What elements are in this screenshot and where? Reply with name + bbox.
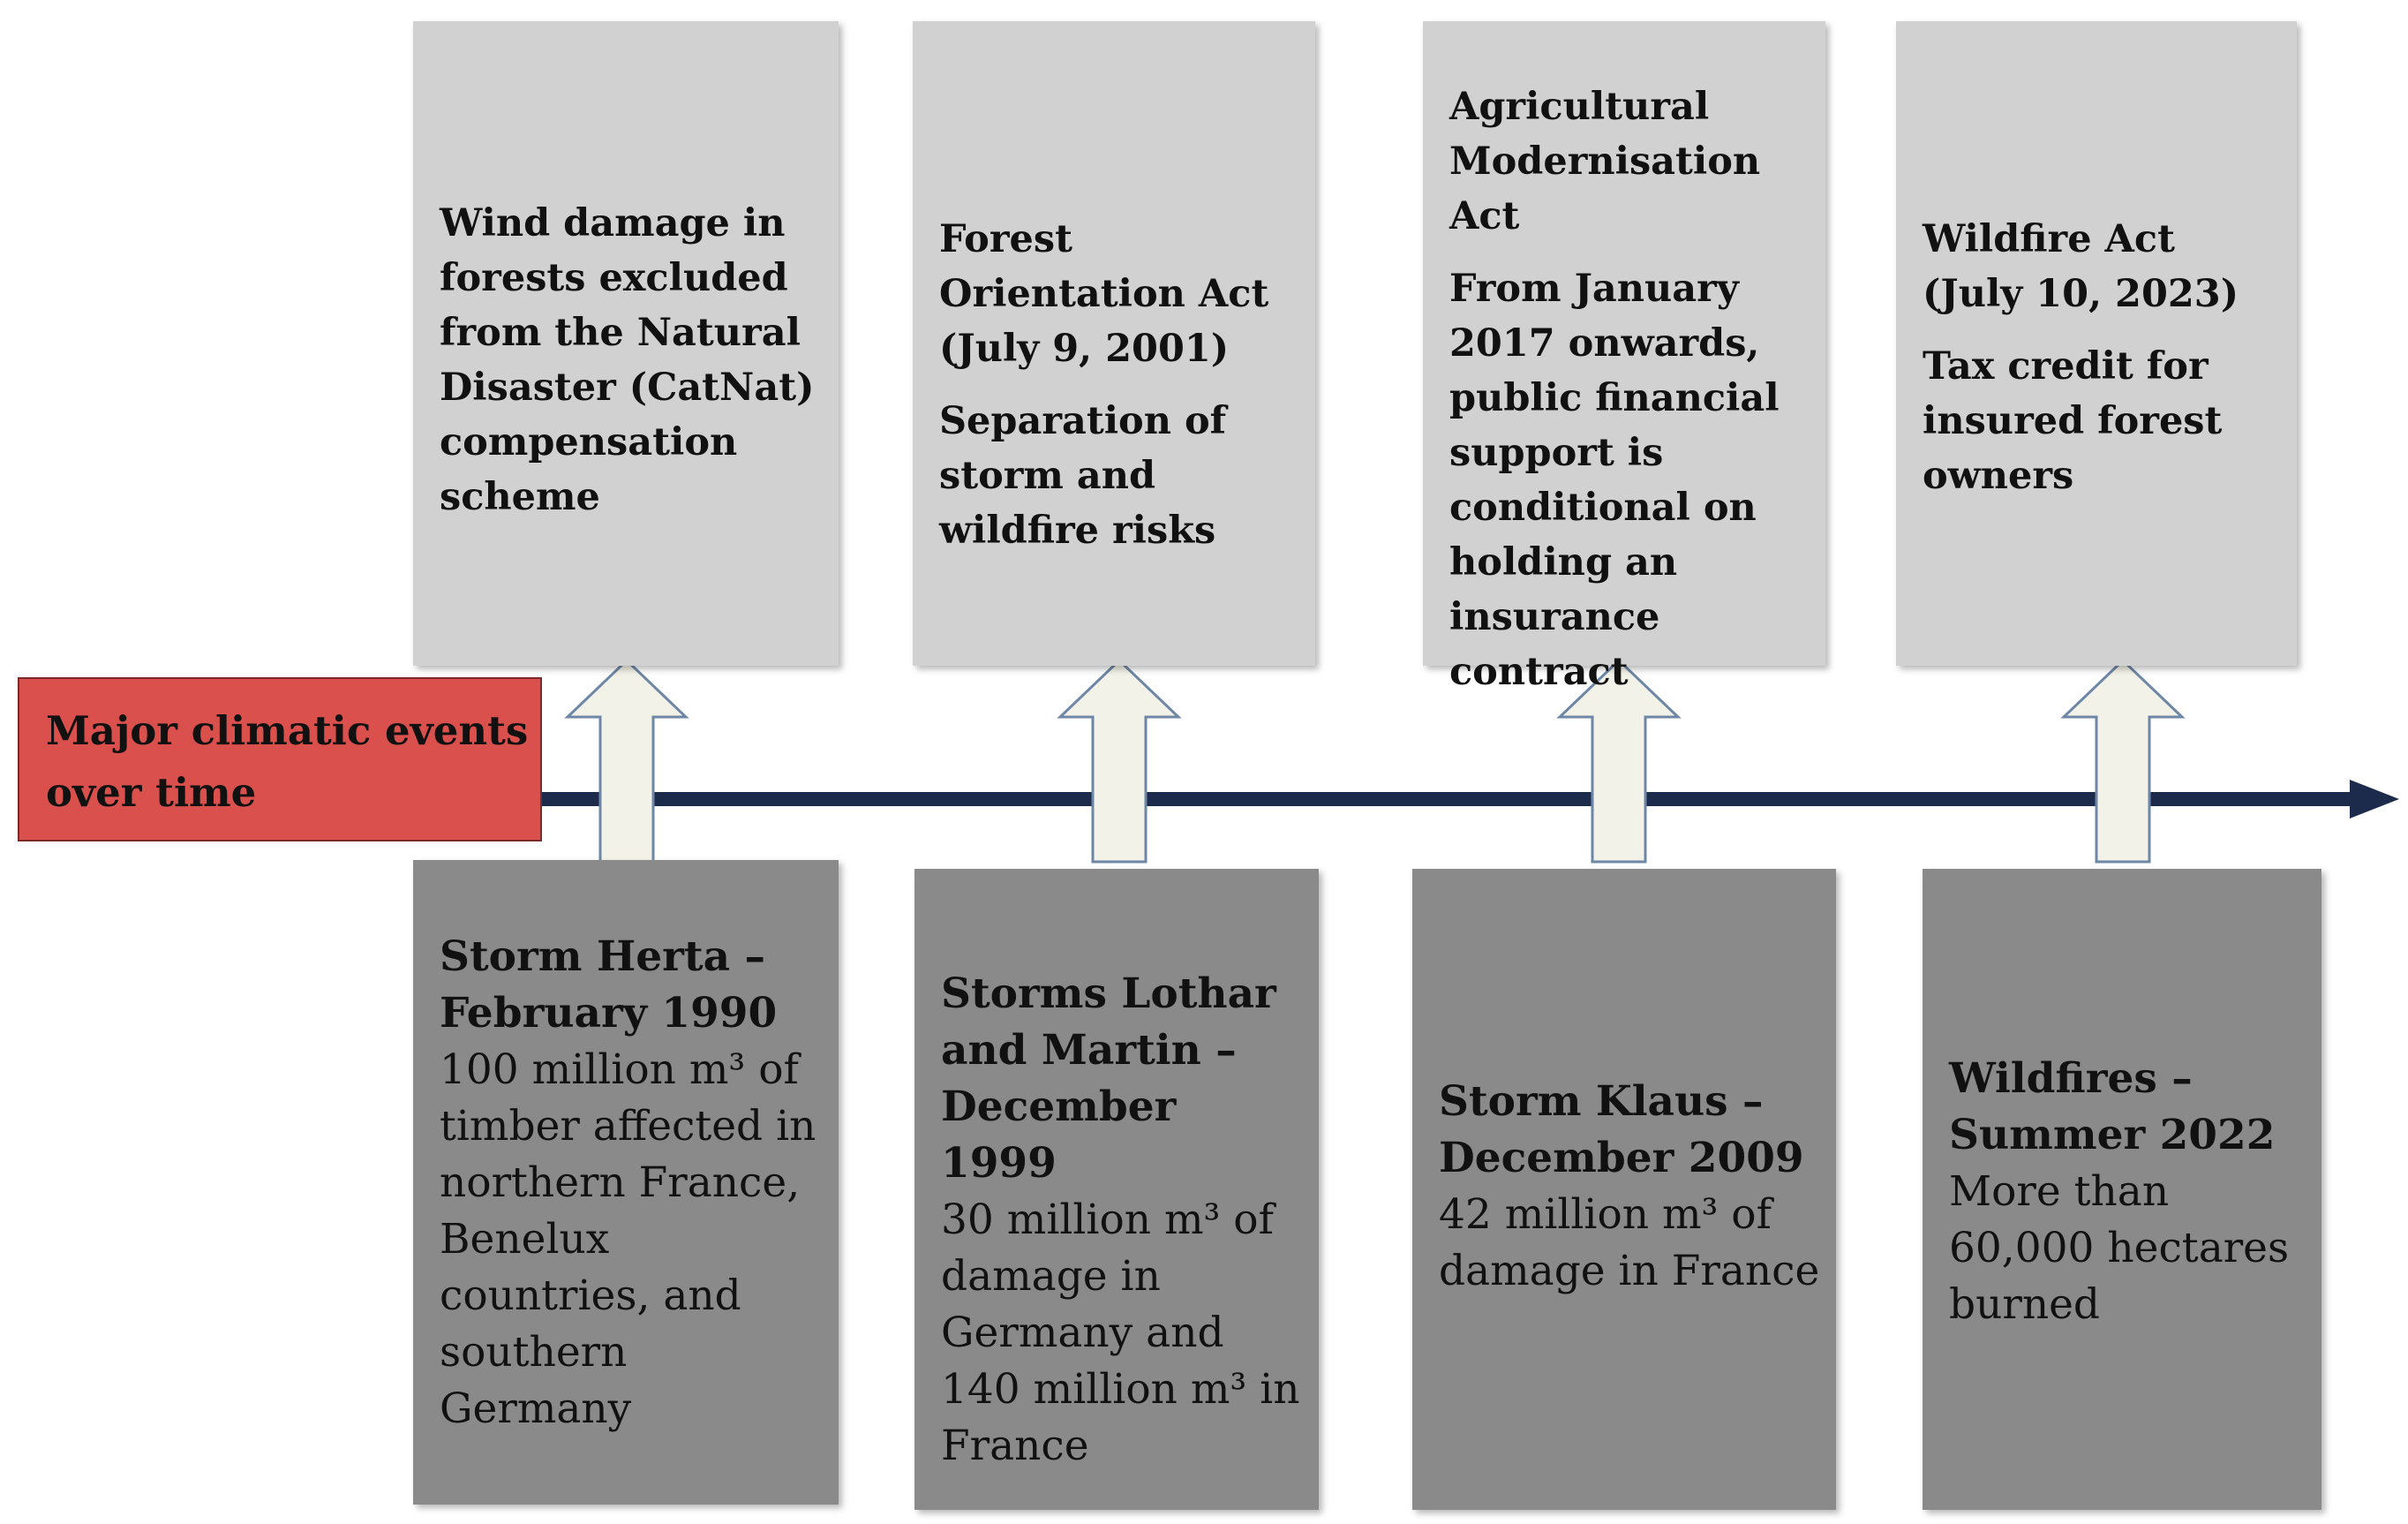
policy-heading: Agricultural Modernisation Act [1449,85,1761,238]
up-arrow-icon-2 [1060,660,1178,862]
event-title: Storm Klaus – December 2009 [1439,1077,1804,1182]
event-box-storm-herta [413,860,839,1505]
event-description: 30 million m³ of damage in Germany and 140 million m³ in France [941,1196,1300,1470]
timeline-title-box [18,677,542,841]
policy-text: Separation of storm and wildfire risks [939,399,1227,553]
event-title: Storms Lothar and Martin – December 1999 [941,969,1276,1188]
policy-box-wildfire-act [1896,21,2297,666]
policy-text: From January 2017 onwards, public financial support is conditional on holding an insurance contract [1449,267,1780,694]
policy-box-agricultural-modernisation-act [1423,21,1825,694]
timeline-arrowhead [2350,780,2399,819]
event-description: 42 million m³ of damage in France [1439,1190,1820,1295]
event-box-wildfires-2022 [1923,869,2321,1510]
policy-heading: Wildfire Act (July 10, 2023) [1923,217,2239,316]
event-title: Storm Herta – February 1990 [440,932,778,1037]
up-arrow-icon-1 [568,660,686,862]
event-description: More than 60,000 hectares burned [1949,1167,2290,1329]
policy-text: Tax credit for insured forest owners [1923,344,2223,498]
event-box-storms-lothar-martin [914,869,1319,1510]
event-description: 100 million m³ of timber affected in northern France, Benelux countries, and southern Germany [440,1045,816,1433]
policy-heading: Forest Orientation Act (July 9, 2001) [939,217,1269,371]
event-box-storm-klaus [1412,869,1836,1510]
up-arrow-icon-4 [2064,660,2182,862]
policy-text: Wind damage in forests excluded from the Natural Disaster (CatNat) compensation scheme [440,201,815,519]
event-title: Wildfires – Summer 2022 [1949,1054,2276,1159]
policy-box-forest-orientation-act [913,21,1315,666]
policy-box-catnat-exclusion [413,21,839,666]
timeline-title: Major climatic events over time [46,707,529,816]
